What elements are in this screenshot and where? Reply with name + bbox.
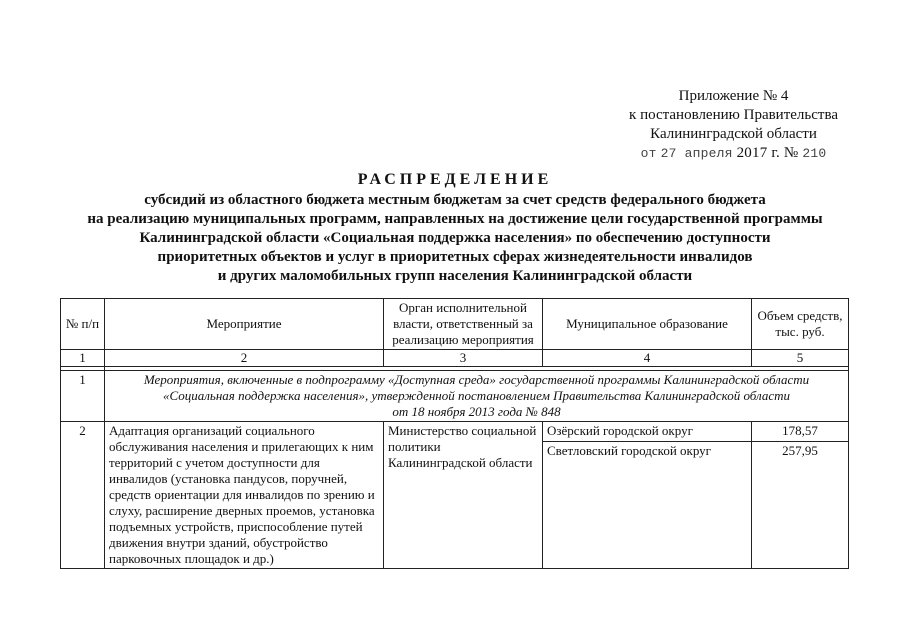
amount-value: 257,95 (782, 443, 818, 458)
municipality-name: Светловский городской округ (547, 443, 712, 458)
section-row (61, 371, 849, 422)
annex-date-prefix: от (640, 146, 657, 161)
col-number: 4 (543, 350, 752, 367)
title-line-1: субсидий из областного бюджета местным бюджетам за счет средств федерального бюджета (144, 192, 766, 208)
table-row (61, 422, 849, 569)
annex-title: Приложение № 4 (678, 88, 789, 104)
title-line-3: Калининградской области «Социальная поддержка населения» по обеспечению доступности (139, 230, 771, 246)
header-num: № п/п (61, 299, 105, 350)
document-title (60, 170, 850, 286)
column-number-row (61, 350, 849, 367)
row-municipalities (543, 422, 752, 569)
col-number: 1 (61, 350, 105, 367)
distribution-table (60, 298, 849, 569)
title-main: РАСПРЕДЕЛЕНИЕ (357, 171, 553, 188)
amount-value: 178,57 (752, 422, 848, 442)
section-line-3: от 18 ноября 2013 года № 848 (392, 404, 561, 419)
annex-block (629, 87, 838, 163)
table-header-row (61, 299, 849, 350)
header-municipality: Муниципальное образование (543, 299, 752, 350)
annex-date-line (629, 144, 838, 163)
title-line-4: приоритетных объектов и услуг в приоритетных сферах жизнедеятельности инвалидов (157, 249, 753, 265)
annex-line-3: Калининградской области (650, 126, 817, 142)
title-line-2: на реализацию муниципальных программ, направленных на достижение цели государственной программы (87, 211, 823, 227)
municipality-name: Озёрский городской округ (543, 422, 751, 442)
row-amounts (752, 422, 849, 569)
col-number: 5 (752, 350, 849, 367)
section-line-1: Мероприятия, включенные в подпрограмму «Доступная среда» государственной программы Калининградской области (143, 372, 810, 387)
section-title (105, 371, 849, 422)
annex-number: 210 (802, 146, 827, 161)
annex-line-2: к постановлению Правительства (629, 107, 838, 123)
col-number: 2 (105, 350, 384, 367)
header-activity: Мероприятие (105, 299, 384, 350)
annex-year: 2017 г. № (736, 145, 799, 161)
row-authority: Министерство социальной политики Калининградской области (384, 422, 543, 569)
header-authority: Орган исполнительной власти, ответственный за реализацию мероприятия (384, 299, 543, 350)
header-amount: Объем средств, тыс. руб. (752, 299, 849, 350)
section-num: 1 (61, 371, 105, 422)
row-num: 2 (61, 422, 105, 569)
annex-date: 27 апреля (660, 146, 733, 161)
col-number: 3 (384, 350, 543, 367)
row-activity: Адаптация организаций социального обслуживания населения и прилегающих к ним территорий с учетом доступности для инвалидов (установка пандусов, поручней, средств ориентации для инвалидов по зрению и слуху, расширение дверных проемов, установка подъемных устройств, приспособление путей движения внутри зданий, обустройство парковочных площадок и др.) (105, 422, 384, 569)
title-line-5: и других маломобильных групп населения Калининградской области (217, 268, 693, 284)
section-line-2: «Социальная поддержка населения», утвержденной постановлением Правительства Калининградской области (162, 388, 791, 403)
